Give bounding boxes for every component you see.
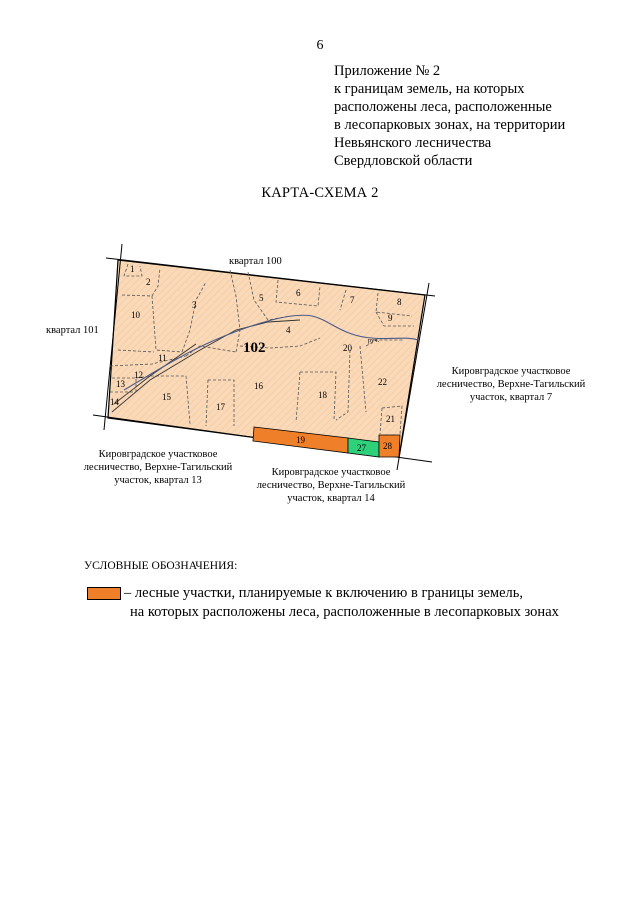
parcel-27-label: 27 [357, 443, 366, 453]
neighbor-east-label-line: Кировградское участковое [451, 366, 571, 377]
parcel-18-label: 18 [318, 390, 327, 400]
legend-description [124, 584, 559, 622]
parcel-22-label: 22 [378, 377, 387, 387]
neighbor-north-label: квартал 100 [229, 256, 282, 267]
legend-title: УСЛОВНЫЕ ОБОЗНАЧЕНИЯ: [84, 560, 238, 572]
parcel-16-label: 16 [254, 381, 263, 391]
neighbor-southwest-label-line: участок, квартал 13 [114, 475, 202, 486]
parcel-21-label: 21 [386, 414, 395, 424]
page-number: 6 [316, 38, 324, 53]
parcel-4-label: 4 [286, 325, 291, 335]
neighbor-south-label-line: лесничество, Верхне-Тагильский [256, 480, 406, 491]
legend-swatch [87, 587, 121, 600]
parcel-17-label: 17 [216, 402, 225, 412]
appendix-line: Свердловской области [334, 153, 473, 169]
appendix-line: к границам земель, на которых [334, 81, 525, 97]
parcel-10-label: 10 [131, 310, 140, 320]
parcel-11-label: 11 [158, 353, 167, 363]
stream-label: руч. [368, 337, 380, 344]
parcel-7-label: 7 [350, 295, 355, 305]
neighbor-west-label: квартал 101 [46, 325, 99, 336]
parcel-1-label: 1 [130, 264, 135, 274]
legend-line: – лесные участки, планируемые к включению в границы земель, [124, 585, 523, 601]
parcel-14-label: 14 [110, 397, 119, 407]
parcel-8-label: 8 [397, 297, 402, 307]
parcel-20-label: 20 [343, 343, 352, 353]
legend-line: на которых расположены леса, расположенные в лесопарковых зонах [130, 604, 559, 620]
parcel-15-label: 15 [162, 392, 171, 402]
neighbor-east-label-line: лесничество, Верхне-Тагильский [436, 379, 586, 390]
parcel-12-label: 12 [134, 370, 143, 380]
neighbor-east-label-line: участок, квартал 7 [469, 392, 553, 403]
parcel-13-label: 13 [116, 379, 125, 389]
appendix-line: Невьянского лесничества [334, 135, 492, 151]
parcel-9-label: 9 [388, 313, 393, 323]
appendix-line: расположены леса, расположенные [334, 99, 552, 115]
parcel-19-label: 19 [296, 435, 305, 445]
appendix-line: Приложение № 2 [334, 63, 441, 79]
neighbor-south-label-line: Кировградское участковое [271, 467, 391, 478]
parcel-28-label: 28 [383, 441, 392, 451]
parcel-2-label: 2 [146, 277, 151, 287]
appendix-line: в лесопарковых зонах, на территории [334, 117, 566, 133]
map-title: КАРТА-СХЕМА 2 [261, 185, 379, 201]
parcel-3-label: 3 [192, 300, 197, 310]
neighbor-southwest-label-line: Кировградское участковое [98, 449, 218, 460]
neighbor-south-label-line: участок, квартал 14 [287, 493, 375, 504]
parcel-5-label: 5 [259, 293, 264, 303]
parcel-6-label: 6 [296, 288, 301, 298]
quarter-number: 102 [243, 340, 266, 356]
neighbor-southwest-label-line: лесничество, Верхне-Тагильский [83, 462, 233, 473]
